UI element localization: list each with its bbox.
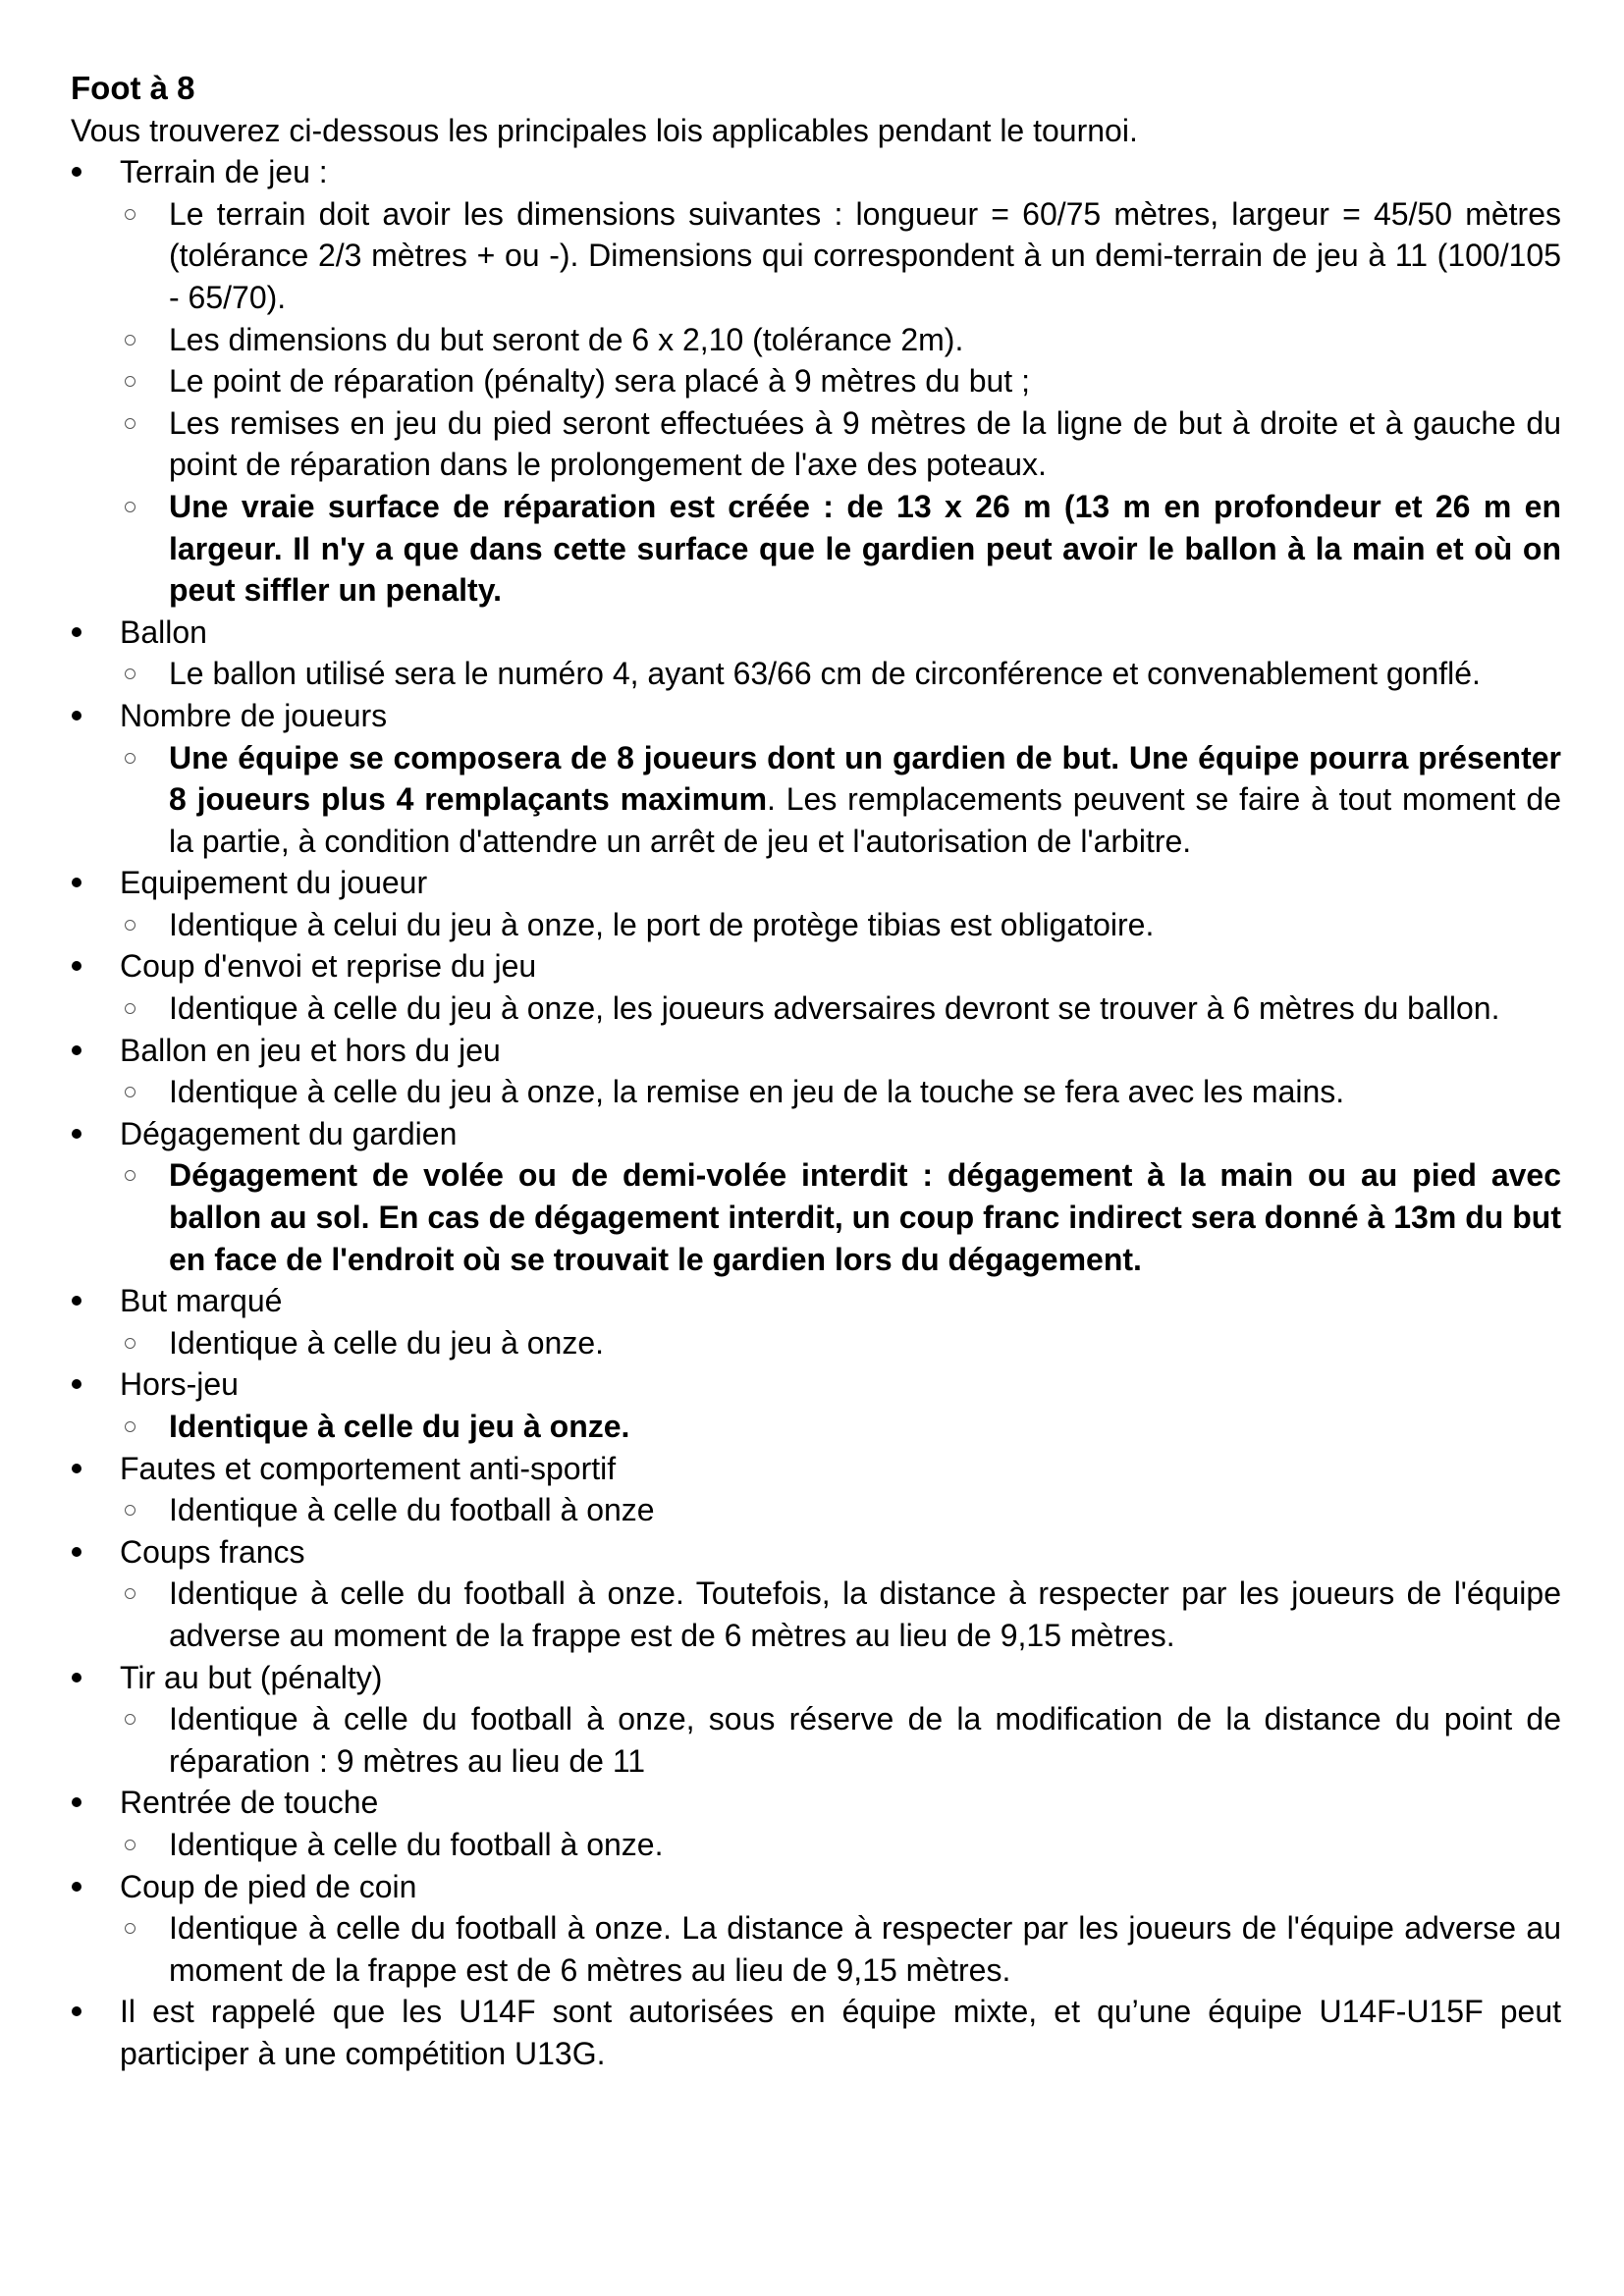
sub-list bbox=[71, 904, 1561, 946]
list-item bbox=[169, 319, 1561, 361]
bullet-icon bbox=[72, 2006, 81, 2016]
item-text: Identique à celle du football à onze. La distance à respecter par les joueurs de l'équipe adverse au moment de la frappe est de 6 mètres au lieu de 9,15 mètres. bbox=[169, 1910, 1561, 1988]
list-item bbox=[169, 1322, 1561, 1364]
item-text: Les dimensions du but seront de 6 x 2,10 (tolérance 2m). bbox=[169, 321, 964, 357]
section-heading: Il est rappelé que les U14F sont autorisées en équipe mixte, et qu’une équipe U14F-U15F peut participer à une compétition U13G. bbox=[120, 1994, 1561, 2071]
section-heading: Tir au but (pénalty) bbox=[120, 1659, 383, 1695]
rule-section-coup-envoi bbox=[71, 945, 1561, 1029]
list-item bbox=[169, 486, 1561, 612]
list-item bbox=[169, 904, 1561, 946]
item-text: . Les remplacements peuvent se faire à tout moment de la partie, à condition d'attendre un arrêt de jeu et l'autorisation de l'arbitre. bbox=[169, 781, 1562, 859]
item-text: Le point de réparation (pénalty) sera placé à 9 mètres du but ; bbox=[169, 363, 1030, 400]
section-heading: Ballon en jeu et hors du jeu bbox=[120, 1032, 501, 1068]
rule-section-tir-au-but bbox=[71, 1657, 1561, 1783]
bullet-icon bbox=[72, 1129, 81, 1139]
item-text: Le terrain doit avoir les dimensions suivantes : longueur = 60/75 mètres, largeur = 45/50 mètres (tolérance 2/3 mètres + ou -). Dimensions qui correspondent à un demi-terrain de jeu à 11 (100/105 - 65/70). bbox=[169, 195, 1561, 315]
bullet-icon bbox=[72, 1296, 81, 1306]
rule-section-ballon bbox=[71, 612, 1561, 695]
list-item bbox=[169, 1698, 1561, 1782]
circle-bullet-icon bbox=[125, 1588, 135, 1599]
sub-list bbox=[71, 1573, 1561, 1656]
section-heading: Hors-jeu bbox=[120, 1366, 239, 1403]
circle-bullet-icon bbox=[125, 1714, 135, 1725]
bullet-icon bbox=[72, 1045, 81, 1055]
bullet-icon bbox=[72, 1797, 81, 1807]
sub-list bbox=[71, 193, 1561, 612]
item-text-bold: Une équipe se composera de 8 joueurs dont un gardien de but. Une équipe pourra présenter 8 joueurs plus 4 remplaçants maximum bbox=[169, 739, 1561, 818]
sub-list bbox=[71, 1322, 1561, 1364]
circle-bullet-icon bbox=[125, 1087, 135, 1097]
rule-section-degagement bbox=[71, 1113, 1561, 1280]
sub-list bbox=[71, 1406, 1561, 1448]
circle-bullet-icon bbox=[125, 1003, 135, 1014]
list-item bbox=[169, 360, 1561, 402]
section-heading: Terrain de jeu : bbox=[120, 154, 328, 190]
rule-section-note-mixite bbox=[71, 1991, 1561, 2074]
item-text: Identique à celle du football à onze, sous réserve de la modification de la distance du point de réparation : 9 mètres au lieu de 11 bbox=[169, 1701, 1561, 1779]
list-item bbox=[169, 1907, 1561, 1991]
item-text: Identique à celle du football à onze. bbox=[169, 1826, 664, 1862]
list-item bbox=[169, 653, 1561, 695]
circle-bullet-icon bbox=[125, 1505, 135, 1516]
bullet-icon bbox=[72, 961, 81, 971]
item-text: Identique à celle du jeu à onze, la remise en jeu de la touche se fera avec les mains. bbox=[169, 1074, 1345, 1110]
rules-list bbox=[71, 151, 1561, 2074]
rule-section-fautes bbox=[71, 1448, 1561, 1531]
rule-section-terrain bbox=[71, 151, 1561, 612]
bullet-icon bbox=[72, 1547, 81, 1557]
list-item bbox=[169, 402, 1561, 486]
rule-section-equipement bbox=[71, 862, 1561, 945]
list-item bbox=[169, 1489, 1561, 1531]
rule-section-rentree-touche bbox=[71, 1782, 1561, 1865]
document-page bbox=[71, 68, 1561, 2075]
section-heading: Coup de pied de coin bbox=[120, 1868, 417, 1904]
circle-bullet-icon bbox=[125, 209, 135, 220]
sub-list bbox=[71, 737, 1561, 863]
bullet-icon bbox=[72, 878, 81, 887]
list-item bbox=[169, 1406, 1561, 1448]
list-item bbox=[169, 1573, 1561, 1656]
item-text-bold: Identique à celle du jeu à onze. bbox=[169, 1409, 630, 1444]
section-heading: Fautes et comportement anti-sportif bbox=[120, 1450, 617, 1486]
section-heading: Equipement du joueur bbox=[120, 865, 428, 901]
sub-list bbox=[71, 1824, 1561, 1866]
list-item bbox=[169, 193, 1561, 319]
item-text-bold: Dégagement de volée ou de demi-volée interdit : dégagement à la main ou au pied avec ballon au sol. En cas de dégagement interdit, un coup franc indirect sera donné à 13m du but en face de l'endroit où se trouvait le gardien lors du dégagement. bbox=[169, 1157, 1561, 1277]
bullet-icon bbox=[72, 1673, 81, 1682]
circle-bullet-icon bbox=[125, 920, 135, 931]
rule-section-nombre-joueurs bbox=[71, 695, 1561, 862]
list-item bbox=[169, 1154, 1561, 1280]
sub-list bbox=[71, 1154, 1561, 1280]
item-text: Identique à celle du jeu à onze, les joueurs adversaires devront se trouver à 6 mètres du ballon. bbox=[169, 990, 1500, 1027]
circle-bullet-icon bbox=[125, 335, 135, 346]
bullet-icon bbox=[72, 627, 81, 637]
circle-bullet-icon bbox=[125, 1338, 135, 1349]
section-heading: Dégagement du gardien bbox=[120, 1115, 458, 1151]
bullet-icon bbox=[72, 711, 81, 721]
document-intro: Vous trouverez ci-dessous les principales lois applicables pendant le tournoi. bbox=[71, 112, 1138, 148]
rule-section-coups-francs bbox=[71, 1531, 1561, 1657]
item-text: Identique à celle du football à onze. Toutefois, la distance à respecter par les joueurs de l'équipe adverse au moment de la frappe est de 6 mètres au lieu de 9,15 mètres. bbox=[169, 1575, 1561, 1653]
rule-section-ballon-en-jeu bbox=[71, 1030, 1561, 1113]
item-text: Les remises en jeu du pied seront effectuées à 9 mètres de la ligne de but à droite et à gauche du point de réparation dans le prolongement de l'axe des poteaux. bbox=[169, 404, 1561, 483]
circle-bullet-icon bbox=[125, 502, 135, 512]
item-text: Identique à celui du jeu à onze, le port de protège tibias est obligatoire. bbox=[169, 906, 1155, 942]
section-heading: Coup d'envoi et reprise du jeu bbox=[120, 948, 537, 985]
bullet-icon bbox=[72, 1379, 81, 1389]
rule-section-hors-jeu bbox=[71, 1363, 1561, 1447]
section-heading: Ballon bbox=[120, 614, 207, 650]
circle-bullet-icon bbox=[125, 668, 135, 679]
list-item bbox=[169, 1071, 1561, 1113]
document-title: Foot à 8 bbox=[71, 70, 195, 106]
list-item bbox=[169, 988, 1561, 1030]
circle-bullet-icon bbox=[125, 418, 135, 429]
circle-bullet-icon bbox=[125, 376, 135, 387]
circle-bullet-icon bbox=[125, 1923, 135, 1934]
bullet-icon bbox=[72, 167, 81, 177]
sub-list bbox=[71, 653, 1561, 695]
sub-list bbox=[71, 988, 1561, 1030]
sub-list bbox=[71, 1907, 1561, 1991]
sub-list bbox=[71, 1698, 1561, 1782]
item-text: Le ballon utilisé sera le numéro 4, ayant 63/66 cm de circonférence et convenablement gonflé. bbox=[169, 656, 1481, 692]
sub-list bbox=[71, 1071, 1561, 1113]
section-heading: Rentrée de touche bbox=[120, 1785, 379, 1821]
circle-bullet-icon bbox=[125, 1840, 135, 1850]
section-heading: But marqué bbox=[120, 1283, 283, 1319]
rule-section-coup-pied-coin bbox=[71, 1866, 1561, 1992]
item-text: Identique à celle du football à onze bbox=[169, 1492, 655, 1528]
section-heading: Nombre de joueurs bbox=[120, 697, 388, 733]
bullet-icon bbox=[72, 1464, 81, 1473]
circle-bullet-icon bbox=[125, 753, 135, 764]
circle-bullet-icon bbox=[125, 1421, 135, 1432]
circle-bullet-icon bbox=[125, 1170, 135, 1181]
item-text-bold: Une vraie surface de réparation est créée : de 13 x 26 m (13 m en profondeur et 26 m en largeur. Il n'y a que dans cette surface que le gardien peut avoir le ballon à la main et où on peut siffler un penalty. bbox=[169, 488, 1561, 609]
bullet-icon bbox=[72, 1882, 81, 1892]
list-item bbox=[169, 1824, 1561, 1866]
item-text: Identique à celle du jeu à onze. bbox=[169, 1324, 604, 1361]
list-item bbox=[169, 737, 1561, 863]
section-heading: Coups francs bbox=[120, 1533, 305, 1570]
rule-section-but-marque bbox=[71, 1280, 1561, 1363]
sub-list bbox=[71, 1489, 1561, 1531]
